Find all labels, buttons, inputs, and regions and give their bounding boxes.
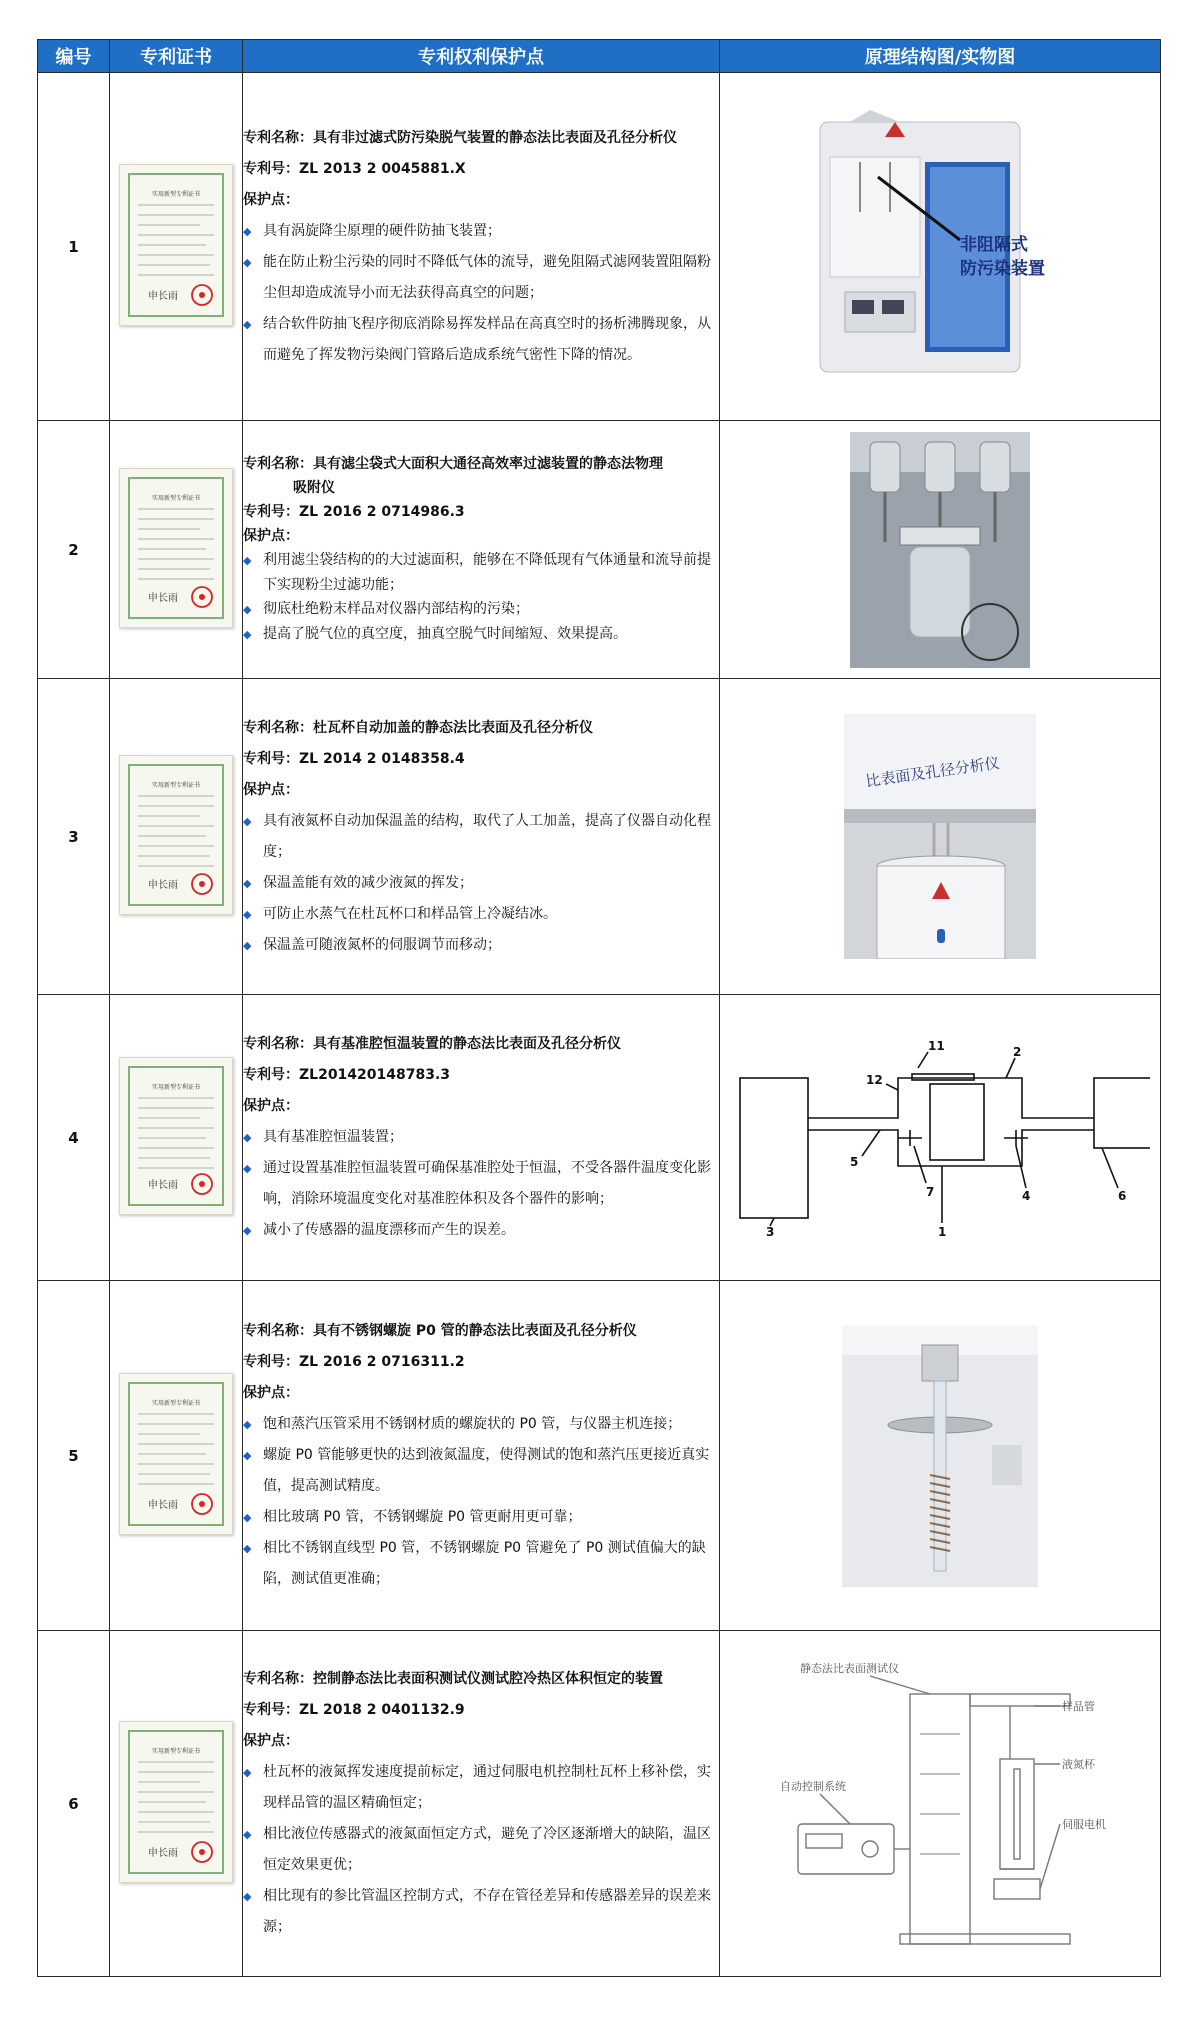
diagram-label: 2 <box>1013 1044 1022 1059</box>
patent-name: 控制静态法比表面积测试仪测试腔冷热区体积恒定的装置 <box>313 1671 663 1687</box>
table-row <box>38 679 1161 995</box>
bullet-icon: ◆ <box>243 814 252 828</box>
claims-cell <box>243 1281 720 1631</box>
certificate-title: 实用新型专利证书 <box>151 1083 200 1091</box>
row-number: 6 <box>38 1631 110 1977</box>
diagram-label: 12 <box>866 1072 883 1087</box>
point: 保温盖能有效的减少液氮的挥发； <box>263 874 473 891</box>
instrument-photo <box>842 1325 1038 1587</box>
number-label: 专利号： <box>243 160 299 177</box>
table-row <box>38 73 1161 421</box>
patent-number: ZL201420148783.3 <box>299 1067 451 1083</box>
row-number: 3 <box>38 679 110 995</box>
certificate-image <box>119 164 233 326</box>
claims-cell <box>243 1631 720 1977</box>
patent-name: 吸附仪 <box>293 480 335 496</box>
certificate-cell <box>110 73 243 421</box>
claims-cell <box>243 73 720 421</box>
certificate-image <box>119 468 233 628</box>
point: 饱和蒸汽压管采用不锈钢材质的螺旋状的 P0 管，与仪器主机连接； <box>263 1416 682 1432</box>
bullet-icon: ◆ <box>243 317 252 331</box>
certificate-signature: 申长雨 <box>148 879 178 891</box>
claims-cell <box>243 421 720 679</box>
diagram-label: 样品管 <box>1062 1699 1095 1713</box>
number-label: 专利号： <box>243 1702 299 1718</box>
point: 相比不锈钢直线型 P0 管，不锈钢螺旋 P0 管避免了 P0 测试值偏大的缺陷，测试值更准确； <box>263 1540 706 1587</box>
point: 彻底杜绝粉末样品对仪器内部结构的污染； <box>263 601 529 617</box>
certificate-signature: 申长雨 <box>148 1499 178 1511</box>
bullet-icon: ◆ <box>243 907 252 921</box>
figure-cell <box>720 679 1161 995</box>
point: 相比液位传感器式的液氮面恒定方式，避免了冷区逐渐增大的缺陷，温区恒定效果更优； <box>263 1826 711 1873</box>
bullet-icon: ◆ <box>243 1418 252 1431</box>
diagram-label: 7 <box>926 1184 935 1199</box>
diagram-label: 3 <box>766 1224 775 1238</box>
instrument-photo <box>790 102 1090 392</box>
bullet-icon: ◆ <box>243 1542 252 1555</box>
table-row <box>38 1631 1161 1977</box>
row-number: 5 <box>38 1281 110 1631</box>
point: 杜瓦杯的液氮挥发速度提前标定，通过伺服电机控制杜瓦杯上移补偿，实现样品管的温区精确恒定； <box>263 1764 711 1811</box>
table-row <box>38 1281 1161 1631</box>
figure-cell <box>720 73 1161 421</box>
bullet-icon: ◆ <box>243 1224 252 1237</box>
patent-name: 具有滤尘袋式大面积大通径高效率过滤装置的静态法物理 <box>313 456 663 472</box>
name-label: 专利名称： <box>243 129 313 146</box>
patent-name: 具有非过滤式防污染脱气装置的静态法比表面及孔径分析仪 <box>313 129 677 146</box>
certificate-image <box>119 1373 233 1535</box>
figure-cell <box>720 995 1161 1281</box>
diagram-label: 1 <box>938 1224 947 1238</box>
point: 能在防止粉尘污染的同时不降低气体的流导，避免阻隔式滤网装置阻隔粉尘但却造成流导小而无法获得高真空的问题； <box>263 253 711 301</box>
point: 具有基准腔恒温装置； <box>263 1129 403 1145</box>
bullet-icon: ◆ <box>243 628 252 641</box>
diagram-label: 自动控制系统 <box>780 1779 846 1793</box>
certificate-cell <box>110 995 243 1281</box>
points-label: 保护点： <box>243 528 299 544</box>
certificate-signature: 申长雨 <box>148 1179 178 1191</box>
bullet-icon: ◆ <box>243 1131 252 1144</box>
name-label: 专利名称： <box>243 719 313 736</box>
figure-annotation: 非阻隔式 <box>960 234 1028 255</box>
certificate-title: 实用新型专利证书 <box>151 1747 200 1755</box>
certificate-signature: 申长雨 <box>148 1847 178 1859</box>
header-cert: 专利证书 <box>110 40 243 73</box>
header-num: 编号 <box>38 40 110 73</box>
patent-number: ZL 2014 2 0148358.4 <box>299 750 465 767</box>
patent-number: ZL 2018 2 0401132.9 <box>299 1702 465 1718</box>
patent-table <box>37 39 1161 1977</box>
figure-cell <box>720 421 1161 679</box>
patent-name: 具有基准腔恒温装置的静态法比表面及孔径分析仪 <box>313 1036 621 1052</box>
name-label: 专利名称： <box>243 1323 313 1339</box>
name-label: 专利名称： <box>243 456 313 472</box>
bullet-icon: ◆ <box>243 1162 252 1175</box>
certificate-title: 实用新型专利证书 <box>151 190 200 198</box>
bullet-icon: ◆ <box>243 1766 252 1779</box>
number-label: 专利号： <box>243 1354 299 1370</box>
claims-cell <box>243 995 720 1281</box>
points-label: 保护点： <box>243 1098 299 1114</box>
patent-number: ZL 2016 2 0716311.2 <box>299 1354 465 1370</box>
bullet-icon: ◆ <box>243 554 252 567</box>
certificate-title: 实用新型专利证书 <box>151 494 200 502</box>
number-label: 专利号： <box>243 750 299 767</box>
diagram-label: 液氮杯 <box>1062 1757 1095 1771</box>
bullet-icon: ◆ <box>243 938 252 952</box>
row-number: 2 <box>38 421 110 679</box>
bullet-icon: ◆ <box>243 1890 252 1903</box>
bullet-icon: ◆ <box>243 876 252 890</box>
patent-number: ZL 2013 2 0045881.X <box>299 160 466 177</box>
name-label: 专利名称： <box>243 1036 313 1052</box>
figure-label: 比表面及孔径分析仪 <box>864 753 1001 791</box>
instrument-photo <box>850 432 1030 668</box>
row-number: 4 <box>38 995 110 1281</box>
table-header-row <box>38 40 1161 73</box>
points-label: 保护点： <box>243 781 299 798</box>
diagram-label: 4 <box>1022 1188 1031 1203</box>
point: 具有涡旋降尘原理的硬件防抽飞装置； <box>263 222 501 239</box>
bullet-icon: ◆ <box>243 603 252 616</box>
instrument-photo <box>844 714 1036 959</box>
point: 可防止水蒸气在杜瓦杯口和样品管上冷凝结冰。 <box>263 905 557 922</box>
certificate-image <box>119 1057 233 1215</box>
name-label: 专利名称： <box>243 1671 313 1687</box>
structure-diagram <box>730 1038 1150 1238</box>
figure-cell <box>720 1631 1161 1977</box>
certificate-image <box>119 755 233 915</box>
points-label: 保护点： <box>243 1385 299 1401</box>
points-label: 保护点： <box>243 191 299 208</box>
certificate-image <box>119 1721 233 1883</box>
points-label: 保护点： <box>243 1733 299 1749</box>
structure-diagram <box>760 1654 1120 1954</box>
header-claims: 专利权利保护点 <box>243 40 720 73</box>
certificate-cell <box>110 1281 243 1631</box>
header-figure: 原理结构图/实物图 <box>720 40 1161 73</box>
diagram-label: 静态法比表面测试仪 <box>800 1661 899 1675</box>
diagram-label: 伺服电机 <box>1062 1817 1106 1831</box>
certificate-signature: 申长雨 <box>148 290 178 302</box>
bullet-icon: ◆ <box>243 1449 252 1462</box>
point: 相比现有的参比管温区控制方式，不存在管径差异和传感器差异的误差来源； <box>263 1888 711 1935</box>
certificate-cell <box>110 679 243 995</box>
claims-cell <box>243 679 720 995</box>
certificate-cell <box>110 421 243 679</box>
number-label: 专利号： <box>243 1067 299 1083</box>
point: 相比玻璃 P0 管，不锈钢螺旋 P0 管更耐用更可靠； <box>263 1509 582 1525</box>
certificate-cell <box>110 1631 243 1977</box>
point: 保温盖可随液氮杯的伺服调节而移动； <box>263 936 501 953</box>
bullet-icon: ◆ <box>243 1828 252 1841</box>
table-row <box>38 995 1161 1281</box>
certificate-title: 实用新型专利证书 <box>151 781 200 789</box>
patent-number: ZL 2016 2 0714986.3 <box>299 504 465 520</box>
certificate-signature: 申长雨 <box>148 592 178 604</box>
point: 提高了脱气位的真空度，抽真空脱气时间缩短、效果提高。 <box>263 626 627 642</box>
point: 螺旋 P0 管能够更快的达到液氮温度，使得测试的饱和蒸汽压更接近真实值，提高测试精度。 <box>263 1447 710 1494</box>
figure-cell <box>720 1281 1161 1631</box>
diagram-label: 11 <box>928 1038 945 1053</box>
point: 利用滤尘袋结构的的大过滤面积，能够在不降低现有气体通量和流导前提下实现粉尘过滤功能； <box>263 552 711 593</box>
point: 结合软件防抽飞程序彻底消除易挥发样品在高真空时的扬析沸腾现象，从而避免了挥发物污染阀门管路后造成系统气密性下降的情况。 <box>263 315 711 363</box>
figure-annotation: 防污染装置 <box>960 258 1045 279</box>
diagram-label: 5 <box>850 1154 859 1169</box>
diagram-label: 6 <box>1118 1188 1127 1203</box>
certificate-title: 实用新型专利证书 <box>151 1399 200 1407</box>
bullet-icon: ◆ <box>243 255 252 269</box>
patent-name: 杜瓦杯自动加盖的静态法比表面及孔径分析仪 <box>313 719 593 736</box>
number-label: 专利号： <box>243 504 299 520</box>
row-number: 1 <box>38 73 110 421</box>
point: 具有液氮杯自动加保温盖的结构，取代了人工加盖，提高了仪器自动化程度； <box>263 812 711 860</box>
point: 通过设置基准腔恒温装置可确保基准腔处于恒温，不受各器件温度变化影响，消除环境温度变化对基准腔体积及各个器件的影响； <box>263 1160 711 1207</box>
point: 减小了传感器的温度漂移而产生的误差。 <box>263 1222 515 1238</box>
table-row <box>38 421 1161 679</box>
bullet-icon: ◆ <box>243 1511 252 1524</box>
bullet-icon: ◆ <box>243 224 252 238</box>
patent-name: 具有不锈钢螺旋 P0 管的静态法比表面及孔径分析仪 <box>313 1323 637 1339</box>
